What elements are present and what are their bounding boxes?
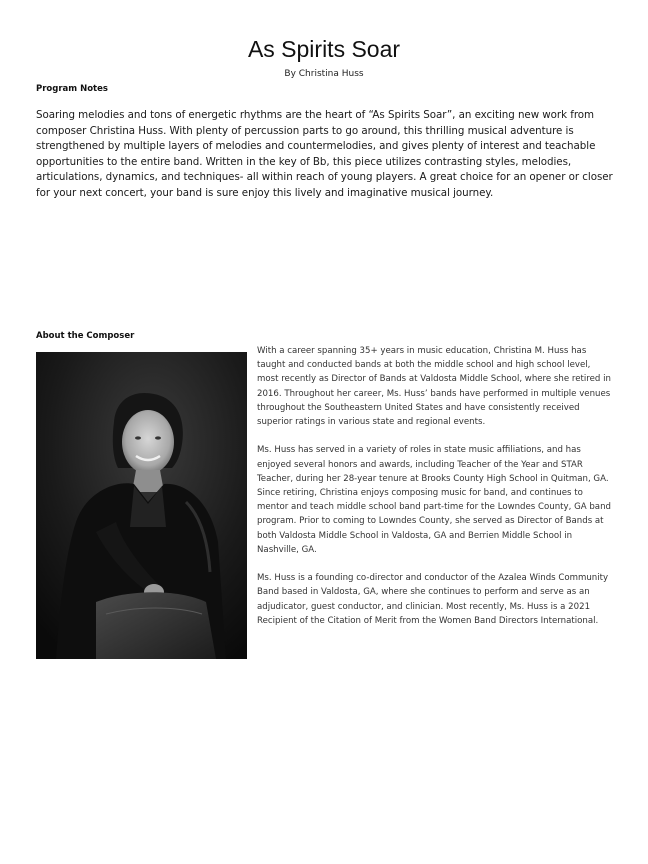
program-notes-text: Soaring melodies and tons of energetic rhythms are the heart of “As Spirits Soar”, an exciting new work from composer Christina Huss. With plenty of percussion parts to go around, this thrilling musical adventure is strengthened by multiple layers of melodies and countermelodies, and gives plenty of interest and teachable opportunities to the entire band. Written in the key of Bb, this piece utilizes contrasting styles, melodies, articulations, dynamics, and techniques- all within reach of young players. A great choice for an opener or closer for your next concert, your band is sure enjoy this lively and imaginative musical journey. [36, 109, 613, 199]
about-composer-heading: About the Composer [36, 331, 135, 341]
program-notes-heading: Program Notes [36, 84, 108, 94]
composer-byline: By Christina Huss [284, 69, 364, 79]
composer-biography [257, 344, 613, 642]
bio-paragraph: Ms. Huss is a founding co-director and conductor of the Azalea Winds Community Band based in Valdosta, GA, where she continues to perform and serve as an adjudicator, guest conductor, and clinician. Most recently, Ms. Huss is a 2021 Recipient of the Citation of Merit from the Women Band Directors International. [257, 573, 609, 626]
bio-paragraph: Ms. Huss has served in a variety of roles in state music affiliations, and has enjoyed several honors and awards, including Teacher of the Year and STAR Teacher, during her 28-year tenure at Brooks County High School in Quitman, GA. Since retiring, Christina enjoys composing music for band, and continues to mentor and teach middle school band part-time for the Lowndes County, GA band program. Prior to coming to Lowndes County, she served as Director of Bands at both Valdosta Middle School in Valdosta, GA and Berrien Middle School in Nashville, GA. [257, 445, 611, 555]
composer-portrait-photo [36, 352, 247, 659]
document-title: As Spirits Soar [247, 36, 401, 62]
bio-paragraph: With a career spanning 35+ years in music education, Christina M. Huss has taught and conducted bands at both the middle school and high school level, most recently as Director of Bands at Valdosta Middle School, where she retired in 2016. Throughout her career, Ms. Huss’ bands have performed in multiple venues throughout the Southeastern United States and have consistently received superior ratings in various state and regional events. [257, 346, 611, 428]
